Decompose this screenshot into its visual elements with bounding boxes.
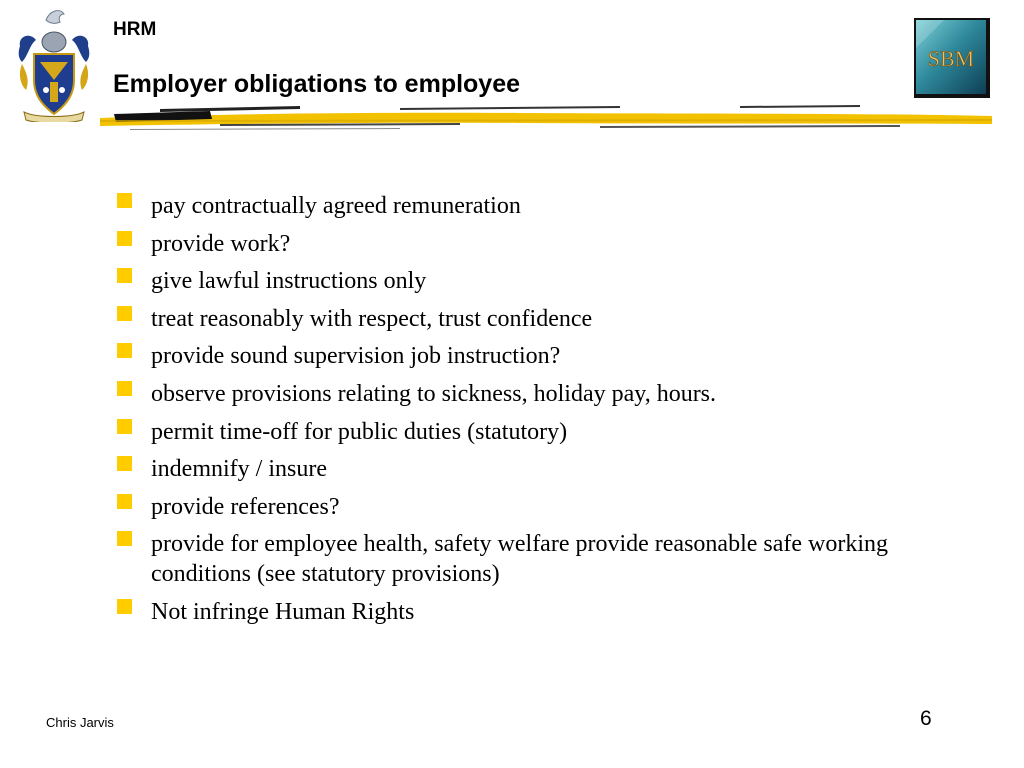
bullet-square-icon xyxy=(117,343,132,358)
bullet-item xyxy=(117,266,907,296)
sbm-logo-icon xyxy=(914,18,990,98)
footer-author: Chris Jarvis xyxy=(46,715,114,730)
bullet-list xyxy=(117,191,907,635)
bullet-text: observe provisions relating to sickness, holiday pay, hours. xyxy=(151,380,717,407)
bullet-text: provide references? xyxy=(151,493,340,520)
bullet-item xyxy=(117,229,907,259)
bullet-square-icon xyxy=(117,193,132,208)
bullet-text: provide work? xyxy=(151,230,291,257)
bullet-square-icon xyxy=(117,381,132,396)
bullet-square-icon xyxy=(117,599,132,614)
bullet-item xyxy=(117,492,907,522)
bullet-text: treat reasonably with respect, trust confidence xyxy=(151,305,593,332)
coat-of-arms-logo-icon xyxy=(16,6,92,122)
bullet-square-icon xyxy=(117,268,132,283)
bullet-item xyxy=(117,454,907,484)
bullet-item xyxy=(117,341,907,371)
bullet-text: permit time-off for public duties (statutory) xyxy=(151,418,568,445)
slide-title: Employer obligations to employee xyxy=(113,70,521,98)
bullet-text: provide for employee health, safety welfare provide reasonable safe working conditions (see statutory provisions) xyxy=(151,531,889,588)
brush-stroke-divider xyxy=(100,100,992,132)
bullet-square-icon xyxy=(117,494,132,509)
header-label: HRM xyxy=(113,19,157,40)
bullet-item xyxy=(117,417,907,447)
page-number: 6 xyxy=(920,707,932,730)
bullet-square-icon xyxy=(117,306,132,321)
sbm-logo-text: SBM xyxy=(927,46,975,71)
bullet-item xyxy=(117,597,907,627)
bullet-square-icon xyxy=(117,419,132,434)
bullet-text: give lawful instructions only xyxy=(151,268,427,295)
bullet-item xyxy=(117,304,907,334)
bullet-text: pay contractually agreed remuneration xyxy=(151,193,521,219)
bullet-item xyxy=(117,191,907,221)
bullet-text: indemnify / insure xyxy=(151,456,327,483)
bullet-square-icon xyxy=(117,531,132,546)
bullet-square-icon xyxy=(117,456,132,471)
bullet-square-icon xyxy=(117,231,132,246)
bullet-text: Not infringe Human Rights xyxy=(151,598,415,625)
bullet-text: provide sound supervision job instruction? xyxy=(151,343,561,370)
bullet-item xyxy=(117,529,907,589)
bullet-item xyxy=(117,379,907,409)
